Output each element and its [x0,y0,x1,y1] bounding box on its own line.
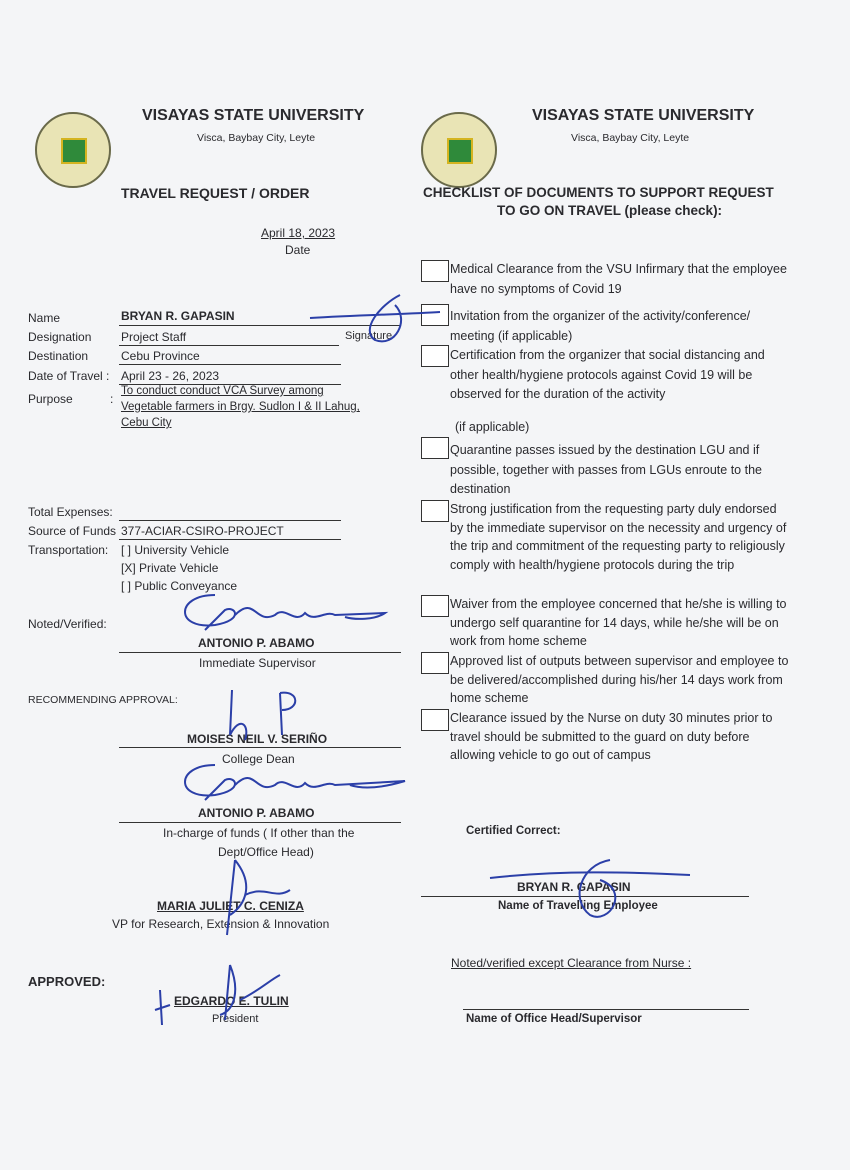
checklist-item-note: (if applicable) [455,420,530,434]
purpose-label: Purpose [28,392,73,406]
checklist-item: Clearance issued by the Nurse on duty 30 minutes prior to travel should be submitted to the guard on duty before allowing vehicle to go out of campus [450,711,773,762]
president-title: President [212,1013,259,1025]
transport-option-university[interactable]: [ ] University Vehicle [121,543,230,557]
designation-label: Designation [28,330,92,344]
supervisor-name: ANTONIO P. ABAMO [198,636,315,650]
signature-employee-icon [300,290,450,350]
source-of-funds-label: Source of Funds [28,524,117,538]
date-label: Date [285,243,311,257]
destination-label: Destination [28,349,89,363]
designation-value: Project Staff [121,330,187,344]
university-seal-logo [35,112,111,188]
signature-employee-checklist-icon [480,850,700,930]
purpose-line: To conduct conduct VCA Survey among [121,385,324,397]
date-of-travel-value: April 23 - 26, 2023 [121,369,220,383]
checklist-item: Approved list of outputs between supervisor and employee to be delivered/accomplished during his/her 14 days work from home scheme [450,654,789,705]
purpose-colon: : [110,392,114,406]
dean-name: MOISES NEIL V. SERIÑO [187,732,328,746]
total-expenses-label: Total Expenses: [28,505,113,519]
name-value: BRYAN R. GAPASIN [121,309,235,323]
employee-title: Name of Travelling Employee [498,900,658,912]
university-seal-logo [421,112,497,188]
checklist-item: Certification from the organizer that social distancing and other health/hygiene protocols against Covid 19 will be observed for the duration of the activity [450,348,765,401]
university-location: Visca, Baybay City, Leyte [571,132,690,144]
checkbox-medical[interactable] [421,260,449,282]
transportation-label: Transportation: [28,543,109,557]
destination-value: Cebu Province [121,349,200,363]
signature-vp-icon [215,855,305,945]
source-of-funds-value: 377-ACIAR-CSIRO-PROJECT [121,524,284,538]
supervisor-title: Immediate Supervisor [199,656,316,670]
vp-name: MARIA JULIET C. CENIZA [157,899,304,913]
purpose-line: Vegetable farmers in Brgy. Sudlon I & II Lahug, [121,401,360,413]
funds-incharge-title-2: Dept/Office Head) [218,845,314,859]
university-name: VISAYAS STATE UNIVERSITY [142,107,365,124]
request-date: April 18, 2023 [261,226,336,240]
signature-funds-icon [175,755,415,815]
date-of-travel-label: Date of Travel : [28,369,110,383]
employee-name: BRYAN R. GAPASIN [517,880,631,894]
vp-title: VP for Research, Extension & Innovation [112,917,330,931]
transport-option-public[interactable]: [ ] Public Conveyance [121,579,238,593]
checklist-title-2: TO GO ON TRAVEL (please check): [497,203,723,218]
president-name: EDGARDO E. TULIN [174,994,289,1008]
office-head-title: Name of Office Head/Supervisor [466,1013,642,1025]
noted-label: Noted/Verified: [28,617,107,631]
checkbox-justification[interactable] [421,500,449,522]
recommending-label: RECOMMENDING APPROVAL: [28,694,178,706]
noted-nurse-label: Noted/verified except Clearance from Nurse : [451,956,692,970]
checkbox-outputs[interactable] [421,652,449,674]
dean-title: College Dean [222,752,295,766]
checklist-item: Quarantine passes issued by the destination LGU and if possible, together with passes from LGUs enroute to the destination [450,443,762,496]
certified-correct-label: Certified Correct: [466,825,561,837]
purpose-line: Cebu City [121,417,172,429]
university-name: VISAYAS STATE UNIVERSITY [532,107,755,124]
signature-label: Signature [345,330,393,342]
signature-president-icon [150,960,290,1030]
signature-supervisor-icon [175,585,395,645]
checkbox-quarantine-passes[interactable] [421,437,449,459]
funds-incharge-name: ANTONIO P. ABAMO [198,806,315,820]
funds-incharge-title: In-charge of funds ( If other than the [163,826,355,840]
form-title: TRAVEL REQUEST / ORDER [121,185,310,201]
name-label: Name [28,311,61,325]
transport-option-private[interactable]: [X] Private Vehicle [121,561,219,575]
signature-dean-icon [220,685,310,745]
checkbox-waiver[interactable] [421,595,449,617]
checkbox-nurse-clearance[interactable] [421,709,449,731]
checklist-item: Strong justification from the requesting party duly endorsed by the immediate supervisor on the necessity and urgency of the trip and commitment of the requesting party to religiously comply with health/hygiene protocols during the trip [450,502,787,572]
checklist-item: Medical Clearance from the VSU Infirmary that the employee have no symptoms of Covid 19 [450,262,787,296]
university-location: Visca, Baybay City, Leyte [197,132,316,144]
approved-label: APPROVED: [28,974,106,989]
checklist-item: Waiver from the employee concerned that he/she is willing to undergo self quarantine for 14 days, while he/she will be on work from home scheme [450,597,787,648]
checklist-title: CHECKLIST OF DOCUMENTS TO SUPPORT REQUEST [423,185,774,200]
checklist-item: Invitation from the organizer of the activity/conference/ meeting (if applicable) [450,309,751,343]
